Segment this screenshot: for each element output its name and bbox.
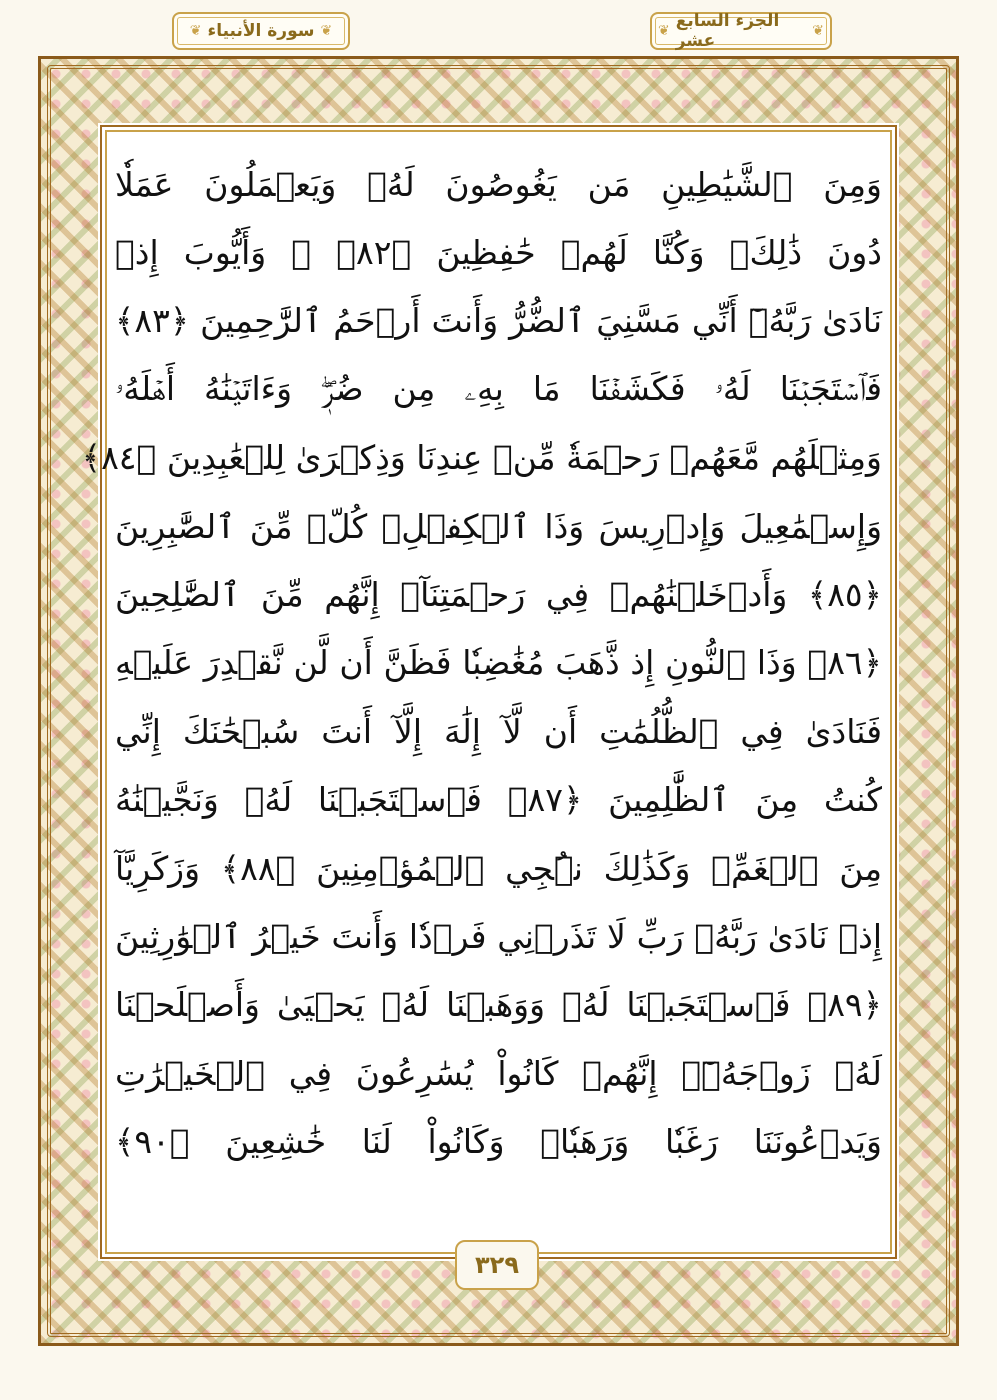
juz-name: الجزء السابع عشر	[675, 11, 780, 51]
page-number-text: ٣٢٩	[475, 1251, 519, 1279]
juz-name-header	[650, 12, 832, 50]
text-line: وَمِنَ ٱلشَّيَٰطِينِ مَن يَغُوصُونَ لَهُۥ وَيَعۡمَلُونَ عَمَلٗا	[115, 164, 882, 204]
text-line: إِذۡ نَادَىٰ رَبَّهُۥ رَبِّ لَا تَذَرۡنِي فَرۡدٗا وَأَنتَ خَيۡرُ ٱلۡوَٰرِثِينَ	[115, 916, 882, 956]
ornament-icon: ❦	[189, 23, 202, 39]
text-line: دُونَ ذَٰلِكَۖ وَكُنَّا لَهُمۡ حَٰفِظِينَ ﴿٨٢﴾ ۞ وَأَيُّوبَ إِذۡ	[115, 233, 882, 273]
text-line: نَادَىٰ رَبَّهُۥٓ أَنِّي مَسَّنِيَ ٱلضُّرُّ وَأَنتَ أَرۡحَمُ ٱلرَّٰحِمِينَ ﴿٨٣﴾	[115, 301, 882, 341]
text-line: وَإِسۡمَٰعِيلَ وَإِدۡرِيسَ وَذَا ٱلۡكِفۡلِۖ كُلّٞ مِّنَ ٱلصَّٰبِرِينَ	[115, 506, 882, 546]
text-line: ﴿٨٩﴾ فَٱسۡتَجَبۡنَا لَهُۥ وَوَهَبۡنَا لَهُۥ يَحۡيَىٰ وَأَصۡلَحۡنَا	[115, 985, 882, 1025]
text-line: وَمِثۡلَهُم مَّعَهُمۡ رَحۡمَةٗ مِّنۡ عِندِنَا وَذِكۡرَىٰ لِلۡعَٰبِدِينَ ﴿٨٤﴾	[81, 438, 882, 478]
text-line: كُنتُ مِنَ ٱلظَّٰلِمِينَ ﴿٨٧﴾ فَٱسۡتَجَبۡنَا لَهُۥ وَنَجَّيۡنَٰهُ	[115, 780, 882, 820]
text-line: ﴿٨٦﴾ وَذَا ٱلنُّونِ إِذ ذَّهَبَ مُغَٰضِبٗا فَظَنَّ أَن لَّن نَّقۡدِرَ عَلَيۡهِ	[115, 643, 882, 683]
text-line: فَٱسۡتَجَبۡنَا لَهُۥ فَكَشَفۡنَا مَا بِهِۦ مِن ضُرّٖۖ وَءَاتَيۡنَٰهُ أَهۡلَهُۥ	[115, 369, 882, 409]
text-line: لَهُۥ زَوۡجَهُۥٓۚ إِنَّهُمۡ كَانُواْ يُسَٰرِعُونَ فِي ٱلۡخَيۡرَٰتِ	[115, 1053, 882, 1093]
surah-name: سورة الأنبياء	[207, 21, 315, 41]
ornament-icon: ❦	[658, 23, 670, 39]
ornament-icon: ❦	[320, 23, 333, 39]
text-line: ﴿٨٥﴾ وَأَدۡخَلۡنَٰهُمۡ فِي رَحۡمَتِنَآۖ إِنَّهُم مِّنَ ٱلصَّٰلِحِينَ	[115, 575, 882, 615]
text-line: فَنَادَىٰ فِي ٱلظُّلُمَٰتِ أَن لَّآ إِلَٰهَ إِلَّآ أَنتَ سُبۡحَٰنَكَ إِنِّي	[115, 711, 882, 751]
surah-name-header	[172, 12, 350, 50]
quran-text-block	[81, 150, 883, 1176]
text-line: وَيَدۡعُونَنَا رَغَبٗا وَرَهَبٗاۖ وَكَانُواْ لَنَا خَٰشِعِينَ ﴿٩٠﴾	[115, 1122, 882, 1162]
ornament-icon: ❦	[812, 23, 824, 39]
text-line: مِنَ ٱلۡغَمِّۚ وَكَذَٰلِكَ نُۨجِي ٱلۡمُؤۡمِنِينَ ﴿٨٨﴾ وَزَكَرِيَّآ	[115, 848, 883, 888]
page-number	[455, 1240, 539, 1290]
